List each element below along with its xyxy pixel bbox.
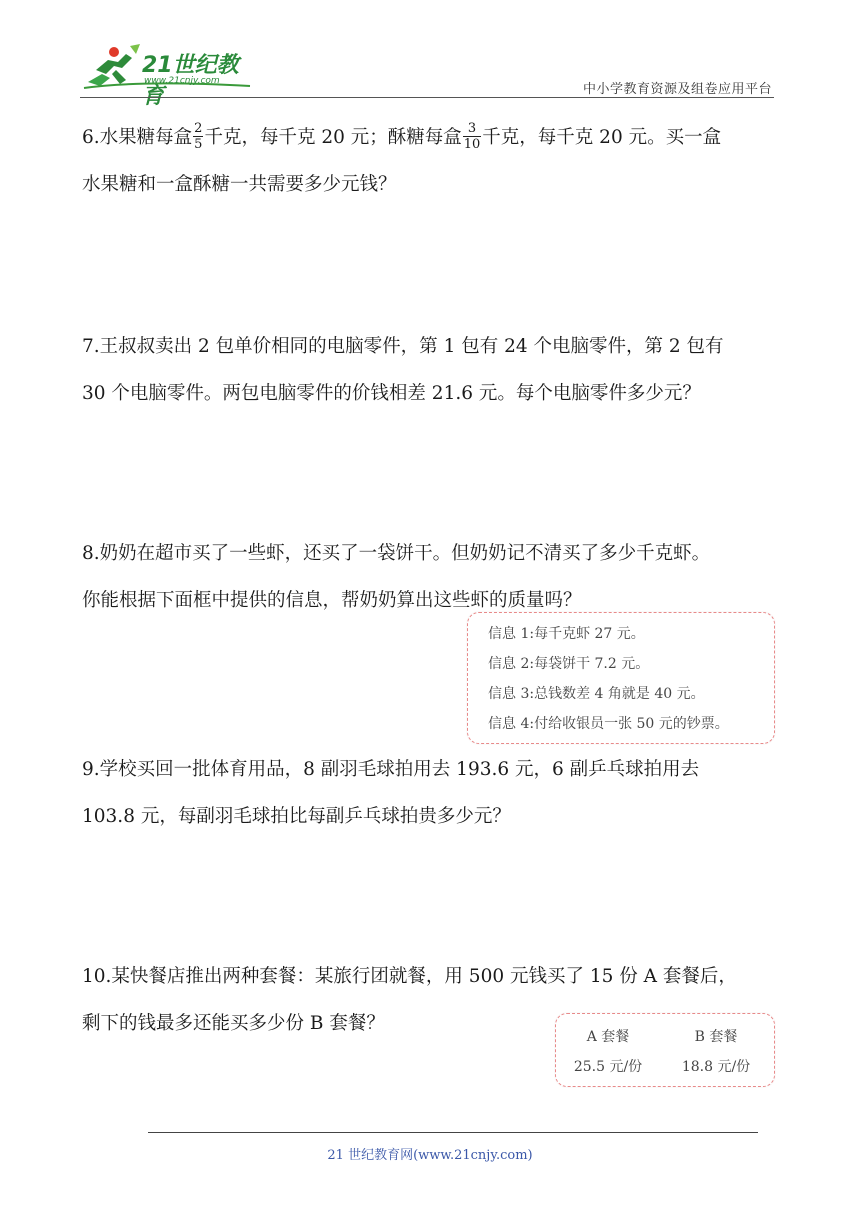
question-8-line-1: 8.奶奶在超市买了一些虾，还买了一袋饼干。但奶奶记不清买了多少千克虾。 xyxy=(82,543,711,564)
question-10-line-2: 剩下的钱最多还能买多少份 B 套餐？ xyxy=(82,1013,385,1034)
meal-b-column xyxy=(666,1022,766,1082)
question-6-line-2: 水果糖和一盒酥糖一共需要多少元钱？ xyxy=(82,174,397,195)
meal-a-price: 25.5 元/份 xyxy=(573,1059,643,1075)
info-line-2: 信息 2:每袋饼干 7.2 元。 xyxy=(488,656,650,672)
question-6-line-1 xyxy=(82,114,782,161)
meal-price-box xyxy=(555,1013,775,1087)
meal-b-name: B 套餐 xyxy=(694,1029,738,1045)
question-9-line-1: 9.学校买回一批体育用品，8 副羽毛球拍用去 193.6 元，6 副乒乓球拍用去 xyxy=(82,759,700,780)
info-line-4: 信息 4:付给收银员一张 50 元的钞票。 xyxy=(488,716,729,732)
info-line-3: 信息 3:总钱数差 4 角就是 40 元。 xyxy=(488,686,705,702)
question-8 xyxy=(82,530,782,624)
header-divider xyxy=(80,97,774,98)
q6-text-2: 千克，每千克 20 元；酥糖每盒 xyxy=(204,127,462,148)
q6-text-1: 6.水果糖每盒 xyxy=(82,127,193,148)
question-7 xyxy=(82,323,782,417)
question-7-line-2: 30 个电脑零件。两包电脑零件的价钱相差 21.6 元。每个电脑零件多少元？ xyxy=(82,383,701,404)
footer-text: 21 世纪教育网(www.21cnjy.com) xyxy=(327,1148,533,1163)
fraction-denominator: 5 xyxy=(194,136,203,152)
question-7-line-1: 7.王叔叔卖出 2 包单价相同的电脑零件，第 1 包有 24 个电脑零件，第 2 包有 xyxy=(82,336,724,357)
question-9-line-2: 103.8 元，每副羽毛球拍比每副乒乓球拍贵多少元？ xyxy=(82,806,511,827)
fraction-numerator: 3 xyxy=(463,121,482,137)
footer-divider xyxy=(148,1132,758,1133)
fraction-numerator: 2 xyxy=(194,120,203,136)
meal-a-name: A 套餐 xyxy=(586,1029,630,1045)
info-box xyxy=(467,612,775,744)
fraction-denominator: 10 xyxy=(463,136,481,152)
meal-b-price: 18.8 元/份 xyxy=(681,1059,751,1075)
fraction-2-5 xyxy=(193,121,203,152)
platform-name: 中小学教育资源及组卷应用平台 xyxy=(582,82,772,97)
question-10-line-1: 10.某快餐店推出两种套餐：某旅行团就餐，用 500 元钱买了 15 份 A 套餐后， xyxy=(82,966,737,987)
q6-text-3: 千克，每千克 20 元。买一盒 xyxy=(482,127,722,148)
question-9 xyxy=(82,746,782,840)
fraction-3-10 xyxy=(463,121,482,152)
logo-url: www.21cnjy.com xyxy=(144,76,220,86)
question-6 xyxy=(82,114,782,208)
logo-text: 21世纪教育 xyxy=(142,53,239,109)
meal-a-column xyxy=(558,1022,658,1082)
site-logo xyxy=(80,40,260,109)
question-8-line-2: 你能根据下面框中提供的信息，帮奶奶算出这些虾的质量吗？ xyxy=(82,590,582,611)
info-line-1: 信息 1:每千克虾 27 元。 xyxy=(488,626,645,642)
